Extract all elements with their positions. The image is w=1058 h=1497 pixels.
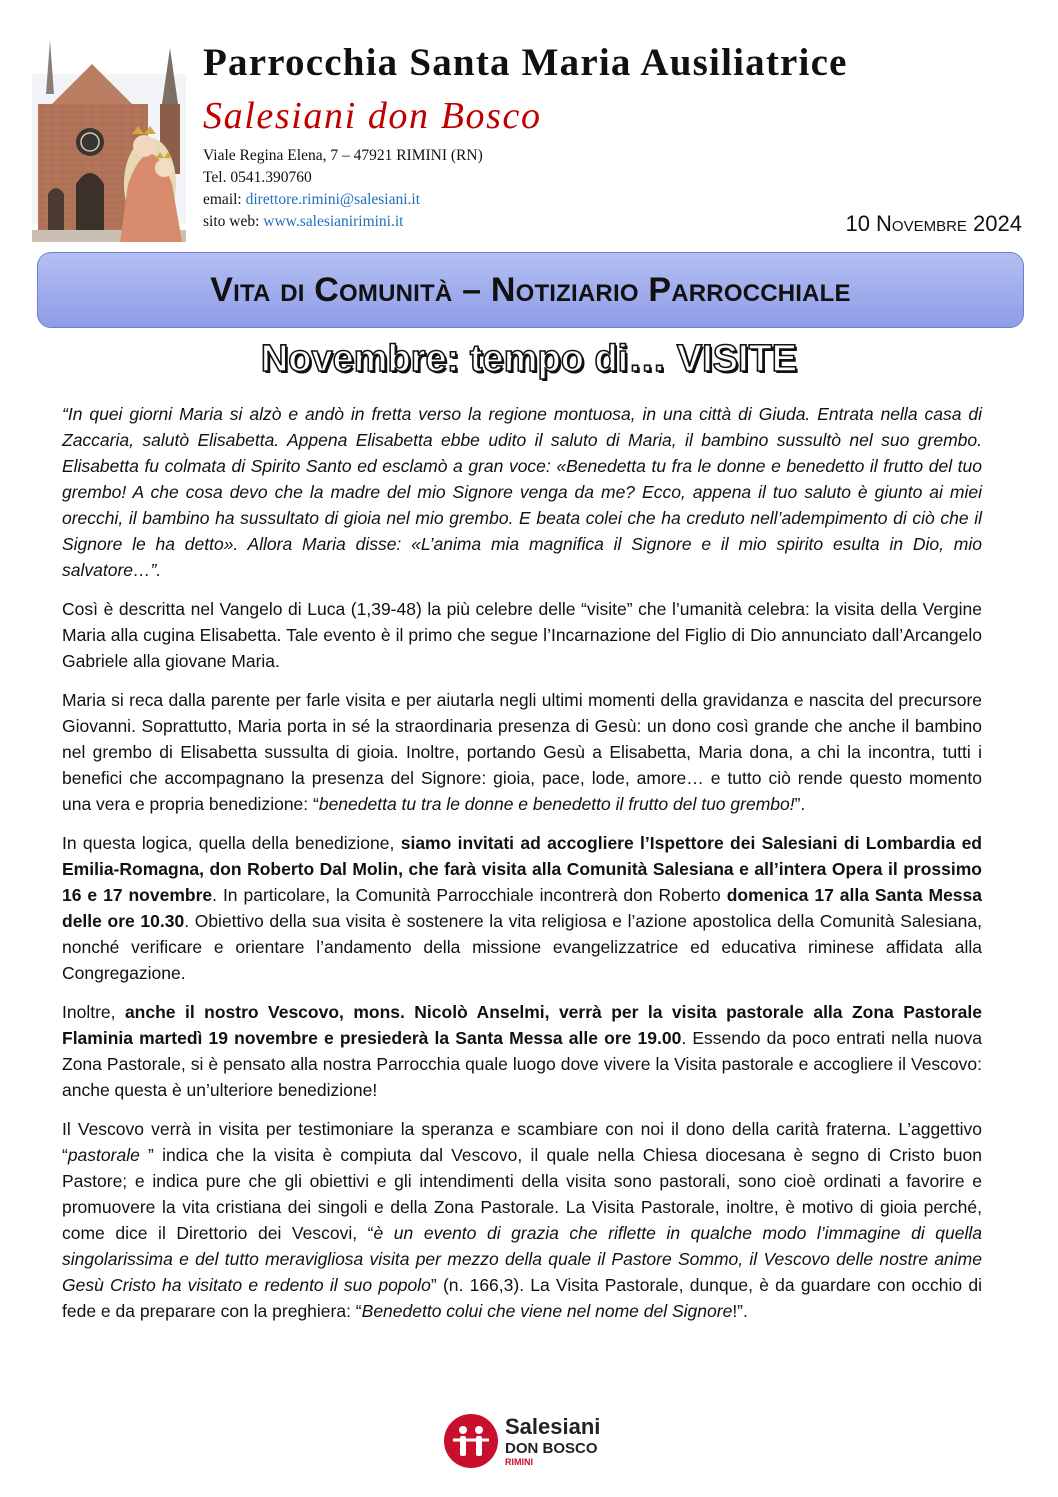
logo-word-3: RIMINI <box>505 1457 533 1467</box>
parish-subtitle: Salesiani don Bosco <box>203 95 542 137</box>
bold-announcement: anche il nostro Vescovo, mons. Nicolò Anselmi, verrà per la visita pastorale alla Zona Pastorale Flaminia martedì 19 novembre e presiederà la Santa Messa alle ore 19.00 <box>62 1002 982 1048</box>
text-run: In questa logica, quella della benedizione, <box>62 833 401 853</box>
salesiani-logo <box>443 1410 623 1472</box>
text-run: ”. <box>794 794 806 814</box>
text-run: . In particolare, la Comunità Parrocchiale incontrerà don Roberto <box>212 885 727 905</box>
article-body <box>62 401 982 1337</box>
banner-title: Vita di Comunità – Notiziario Parrocchiale <box>210 270 851 309</box>
logo-word-2: DON BOSCO <box>505 1440 598 1457</box>
paragraph: Così è descritta nel Vangelo di Luca (1,39-48) la più celebre delle “visite” che l’umanità celebra: la visita della Vergine Maria alla cugina Elisabetta. Tale evento è il primo che segue l’Incarnazione del Figlio di Dio annunciato dall’Arcangelo Gabriele alla giovane Maria. <box>62 599 982 671</box>
newsletter-banner <box>37 252 1024 328</box>
text-run: . Obiettivo della sua visita è sostenere la vita religiosa e l’azione apostolica della Comunità Salesiana, nonché verificare e orientare l’andamento della missione evangelizzatrice ed educativa riminese affidata alla Congregazione. <box>62 911 982 983</box>
gospel-quote: “In quei giorni Maria si alzò e andò in fretta verso la regione montuosa, in una città di Giuda. Entrata nella casa di Zaccaria, salutò Elisabetta. Appena Elisabetta ebbe udito il saluto di Maria, il bambino sussultò nel suo grembo. Elisabetta fu colmata di Spirito Santo ed esclamò a gran voce: «Benedetta tu fra le donne e benedetto il frutto del tuo grembo! A che cosa devo che la madre del mio Signore venga da me? Ecco, appena il tuo saluto è giunto ai miei orecchi, il bambino ha sussultato di gioia nel mio grembo. E beata colei che ha creduto nell’adempimento di ciò che il Signore le ha detto». Allora Maria disse: «L’anima mia magnifica il Signore e il mio spirito esulta in Dio, mio salvatore…”. <box>62 404 982 580</box>
address: Viale Regina Elena, 7 – 47921 RIMINI (RN) <box>203 147 483 164</box>
paragraph <box>62 1116 982 1324</box>
paragraph <box>62 999 982 1103</box>
church-photo <box>32 34 186 242</box>
text-run: Maria si reca dalla parente per farle visita e per aiutarla negli ultimi momenti della gravidanza e nascita del precursore Giovanni. Soprattutto, Maria porta in sé la straordinaria presenza di Gesù: un dono così grande che anche il bambino nel grembo di Elisabetta sussulta di gioia. Inoltre, portando Gesù a Elisabetta, Maria dona, a chi la incontra, tutti i benefici che accompagnano la presenza del Signore: gioia, pace, lode, amore… e tutto ciò rende questo momento una vera e propria benedizione: “ <box>62 690 982 814</box>
text-run: . Essendo da poco entrati nella nuova Zona Pastorale, si è pensato alla nostra Parrocchia quale luogo dove vivere la Visita pastorale e accogliere il Vescovo: anche questa è un’ulteriore benedizione! <box>62 1028 982 1100</box>
text-run: Inoltre, <box>62 1002 125 1022</box>
italic-word: pastorale <box>67 1145 140 1165</box>
issue-date: 10 Novembre 2024 <box>845 211 1022 236</box>
article-headline: Novembre: tempo di… VISITE <box>260 338 798 380</box>
paragraph <box>62 687 982 817</box>
website-label: sito web: <box>203 213 264 230</box>
text-run: ” (n. 166,3). La Visita Pastorale, dunque, è da guardare con occhio di fede e da preparare con la preghiera: “ <box>62 1275 982 1321</box>
parish-name: Parrocchia Santa Maria Ausiliatrice <box>203 41 848 84</box>
paragraph <box>62 830 982 986</box>
email-label: email: <box>203 191 246 208</box>
text-run: Il Vescovo verrà in visita per testimoniare la speranza e scambiare con noi il dono della carità fraterna. L’aggettivo “ <box>62 1119 982 1165</box>
website-link[interactable]: www.salesianirimini.it <box>263 213 404 230</box>
bold-announcement: domenica 17 alla Santa Messa delle ore 10.30 <box>62 885 982 931</box>
italic-quote: è un evento di grazia che riflette in qualche modo l’immagine di quella singolarissima e del tutto meravigliosa visita per mezzo della quale il Pastore Sommo, il Vescovo delle nostre anime Gesù Cristo ha visitato e redento il suo popolo <box>62 1223 982 1295</box>
bold-announcement: siamo invitati ad accogliere l’Ispettore dei Salesiani di Lombardia ed Emilia-Romagna, don Roberto Dal Molin, che farà visita alla Comunità Salesiana e all’intera Opera il prossimo 16 e 17 novembre <box>62 833 982 905</box>
text-run: ” indica che la visita è compiuta dal Vescovo, il quale nella Chiesa diocesana è segno di Cristo buon Pastore; e indica pure che gli obiettivi e gli intendimenti della visita sono pastorali, sono cioè ordinati a favorire e promuovere la vita cristiana dei singoli e della Zona Pastorale. La Visita Pastorale, inoltre, è motivo di gioia perché, come dice il Direttorio dei Vescovi, “ <box>62 1145 982 1243</box>
logo-word-1: Salesiani <box>505 1414 601 1439</box>
phone: Tel. 0541.390760 <box>203 169 312 186</box>
contact-block <box>203 145 483 233</box>
website-line <box>203 211 483 233</box>
italic-quote: benedetta tu tra le donne e benedetto il frutto del tuo grembo! <box>318 794 795 814</box>
email-link[interactable]: direttore.rimini@salesiani.it <box>245 191 421 208</box>
text-run: !”. <box>732 1301 748 1321</box>
email-line <box>203 189 483 211</box>
italic-quote: Benedetto colui che viene nel nome del Signore <box>361 1301 733 1321</box>
